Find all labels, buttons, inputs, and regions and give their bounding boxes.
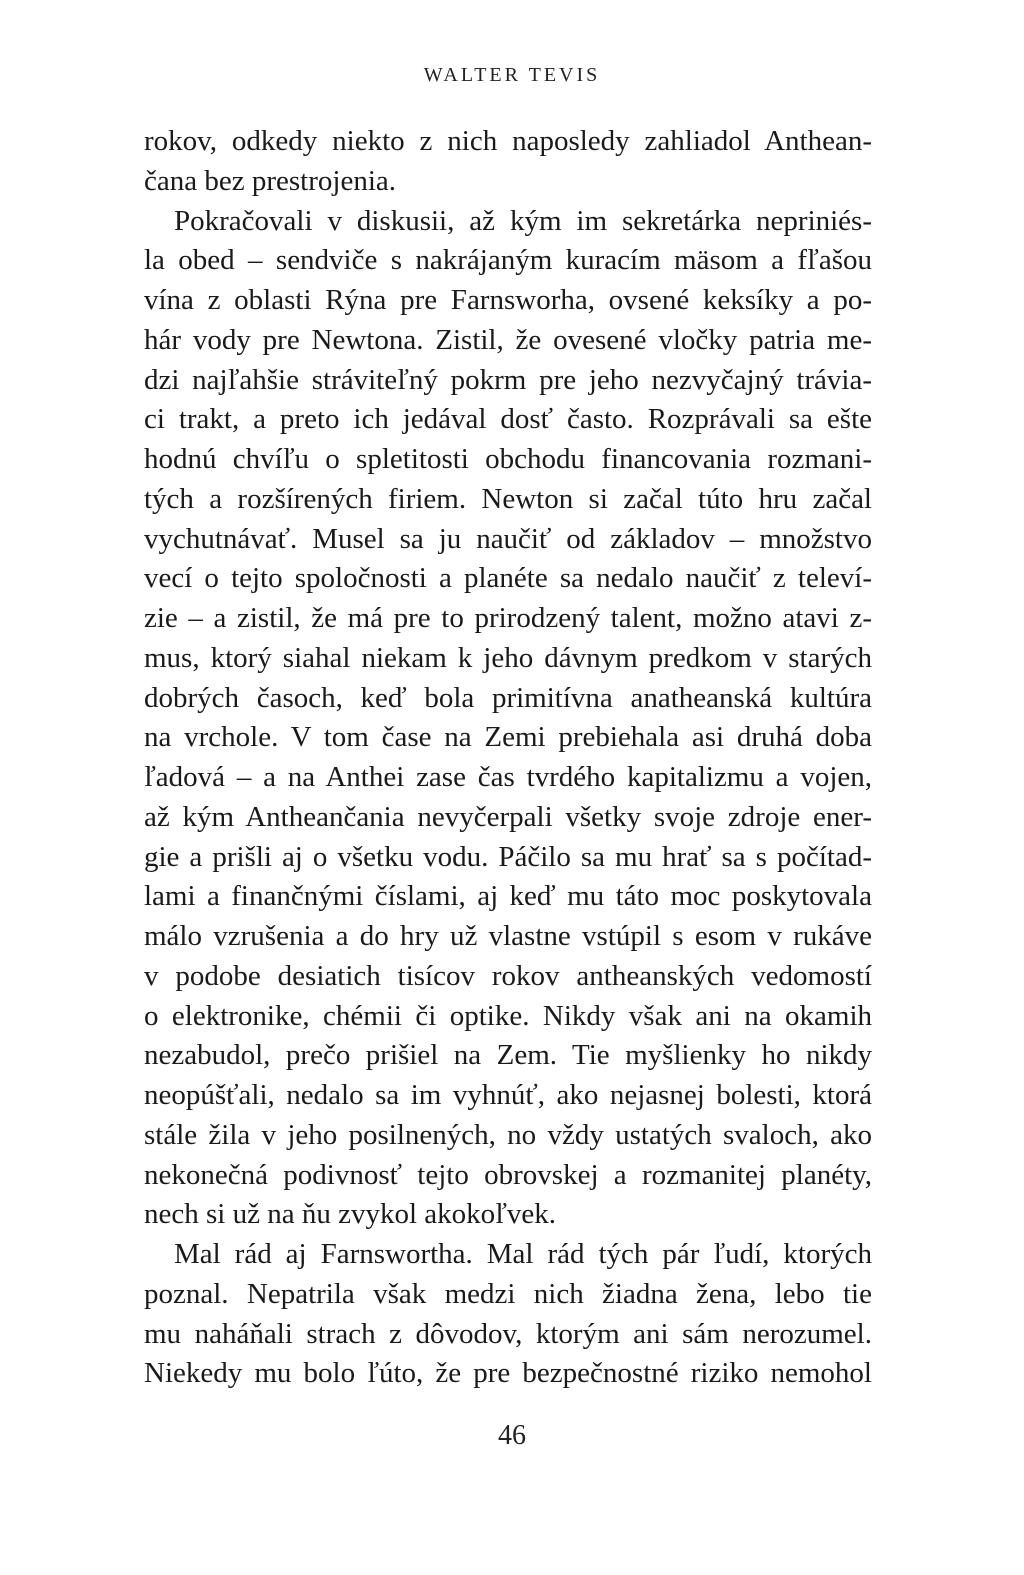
text-line: vína z oblasti Rýna pre Farnsworha, ovsené keksíky a po- bbox=[144, 284, 872, 316]
text-line: neopúšťali, nedalo sa im vyhnúť, ako nejasnej bolesti, ktorá bbox=[144, 1079, 872, 1111]
text-line: vychutnávať. Musel sa ju naučiť od základov – množstvo bbox=[144, 522, 872, 555]
text-line: dzi najľahšie stráviteľný pokrm pre jeho nezvyčajný trávia- bbox=[144, 363, 872, 396]
text-line: nezabudol, prečo prišiel na Zem. Tie myšlienky ho nikdy bbox=[144, 1039, 872, 1072]
text-line: čana bez prestrojenia. bbox=[144, 164, 396, 197]
text-line: tých a rozšírených firiem. Newton si začal túto hru začal bbox=[144, 482, 872, 515]
text-line: lami a finančnými číslami, aj keď mu táto moc poskytovala bbox=[144, 880, 872, 913]
text-line: o elektronike, chémii či optike. Nikdy však ani na okamih bbox=[144, 999, 872, 1032]
text-line: ci trakt, a preto ich jedával dosť často. Rozprávali sa ešte bbox=[144, 403, 872, 436]
text-line: nekonečná podivnosť tejto obrovskej a rozmanitej planéty, bbox=[144, 1158, 872, 1191]
body-text bbox=[144, 122, 872, 1394]
text-line: gie a prišli aj o všetku vodu. Páčilo sa mu hrať sa s počítad- bbox=[144, 840, 872, 873]
text-line: zie – a zistil, že má pre to prirodzený talent, možno atavi z- bbox=[144, 602, 872, 634]
text-line: rokov, odkedy niekto z nich naposledy zahliadol Anthean- bbox=[144, 125, 872, 157]
text-line: vecí o tejto spoločnosti a planéte sa nedalo naučiť z televí- bbox=[144, 562, 872, 595]
text-line: nech si už na ňu zvykol akokoľvek. bbox=[144, 1198, 557, 1231]
text-line: poznal. Nepatrila však medzi nich žiadna žena, lebo tie bbox=[144, 1277, 872, 1310]
text-line: mus, ktorý siahal niekam k jeho dávnym predkom v starých bbox=[144, 641, 872, 674]
text-line: Niekedy mu bolo ľúto, že pre bezpečnostné riziko nemohol bbox=[144, 1357, 872, 1390]
page-number: 46 bbox=[498, 1420, 526, 1451]
text-line: Pokračovali v diskusii, až kým im sekretárka nepriniés- bbox=[174, 204, 872, 237]
text-line: v podobe desiatich tisícov rokov antheanských vedomostí bbox=[144, 959, 872, 992]
text-line: dobrých časoch, keď bola primitívna anatheanská kultúra bbox=[144, 681, 872, 714]
text-line: hodnú chvíľu o spletitosti obchodu financovania rozmani- bbox=[144, 443, 872, 475]
text-line: ľadová – a na Anthei zase čas tvrdého kapitalizmu a vojen, bbox=[144, 761, 872, 793]
text-line: stále žila v jeho posilnených, no vždy ustatých svaloch, ako bbox=[144, 1118, 872, 1151]
text-line: hár vody pre Newtona. Zistil, že ovesené vločky patria me- bbox=[144, 323, 872, 356]
text-line: na vrchole. V tom čase na Zemi prebiehala asi druhá doba bbox=[144, 721, 872, 754]
text-line: la obed – sendviče s nakrájaným kuracím mäsom a fľašou bbox=[144, 244, 872, 277]
text-line: až kým Antheančania nevyčerpali všetky svoje zdroje ener- bbox=[144, 800, 872, 833]
text-line: Mal rád aj Farnswortha. Mal rád tých pár ľudí, ktorých bbox=[174, 1238, 872, 1270]
running-header: WALTER TEVIS bbox=[423, 64, 601, 86]
text-line: mu naháňali strach z dôvodov, ktorým ani sám nerozumel. bbox=[144, 1317, 872, 1350]
text-line: málo vzrušenia a do hry už vlastne vstúpil s esom v rukáve bbox=[144, 920, 872, 952]
